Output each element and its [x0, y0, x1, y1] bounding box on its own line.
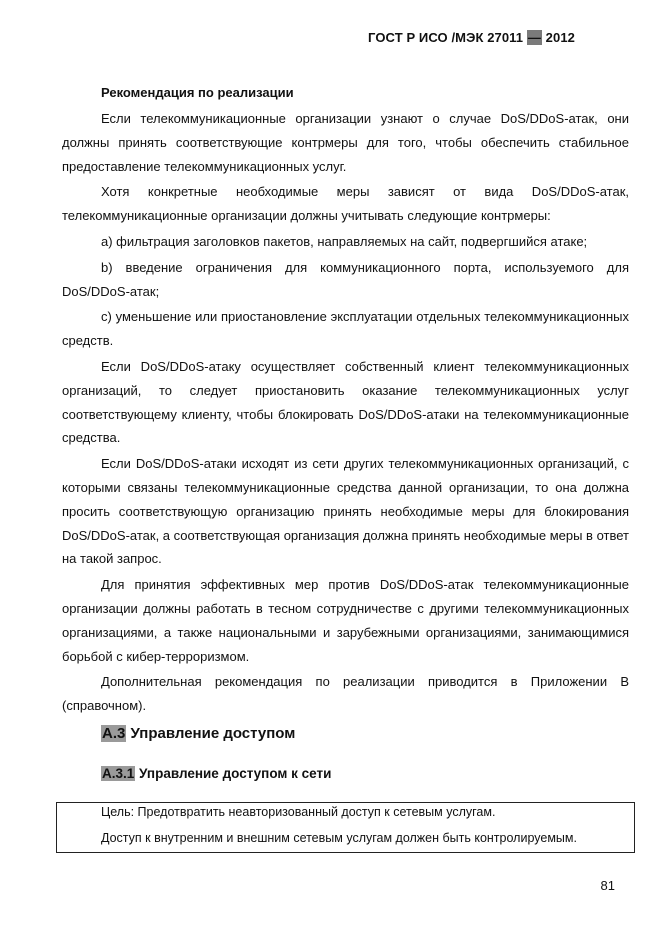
paragraph: Если телекоммуникационные организации узнают о случае DoS/DDoS-атак, они должны принять соответствующие контрмеры для того, чтобы обеспечить стабильное предоставление телекоммуникационных услуг.: [62, 111, 629, 174]
header-dash: —: [527, 30, 541, 45]
list-item: a) фильтрация заголовков пакетов, направляемых на сайт, подвергшийся атаке;: [101, 233, 588, 249]
paragraph: Если DoS/DDoS-атаку осуществляет собственный клиент телекоммуникационных организаций, то следует приостановить оказание телекоммуникационных услуг соответствующему клиенту, чтобы блокировать DoS/DDoS-атаки на телекоммуникационные средства.: [62, 358, 629, 446]
list-item: b) введение ограничения для коммуникационного порта, используемого для DoS/DDoS-атак;: [62, 259, 629, 299]
paragraph: Для принятия эффективных мер против DoS/DDoS-атак телекоммуникационные организации должны работать в тесном сотрудничестве с другими телекоммуникационных организациями, а также национальными и зарубежными организациями, занимающимися борьбой с кибер-терроризмом.: [62, 577, 629, 664]
page-number: 81: [600, 878, 615, 893]
objective-goal: Цель: Предотвратить неавторизованный доступ к сетевым услугам.: [101, 805, 496, 819]
document-header: [368, 30, 575, 45]
section-title: Управление доступом: [126, 725, 296, 742]
section-heading-a31: [101, 766, 331, 781]
section-number: A.3.1: [102, 766, 135, 781]
paragraph: Если DoS/DDoS-атаки исходят из сети других телекоммуникационных организаций, с которыми связаны телекоммуникационные средства данной организации, то она должна просить соответствующую организацию принять необходимые меры для блокирования DoS/DDoS-атак, а соответствующая организация должна принять необходимые меры в ответ на такой запрос.: [62, 456, 629, 567]
header-standard: ГОСТ Р ИСО /МЭК 27011: [368, 30, 527, 45]
control-objective-box: [56, 802, 635, 853]
objective-statement: Доступ к внутренним и внешним сетевым услугам должен быть контролируемым.: [101, 831, 577, 845]
body-text: [62, 107, 629, 720]
recommendation-heading: Рекомендация по реализации: [101, 85, 294, 100]
paragraph: Хотя конкретные необходимые меры зависят от вида DoS/DDoS-атак, телекоммуникационные организации должны учитывать следующие контрмеры:: [62, 184, 629, 224]
header-year: 2012: [541, 30, 575, 45]
section-title: Управление доступом к сети: [135, 766, 332, 781]
paragraph: Дополнительная рекомендация по реализации приводится в Приложении B (справочном).: [62, 674, 629, 714]
section-heading-a3: [101, 725, 295, 742]
section-number: A.3: [102, 725, 126, 742]
list-item: c) уменьшение или приостановление эксплуатации отдельных телекоммуникационных средств.: [62, 309, 629, 349]
